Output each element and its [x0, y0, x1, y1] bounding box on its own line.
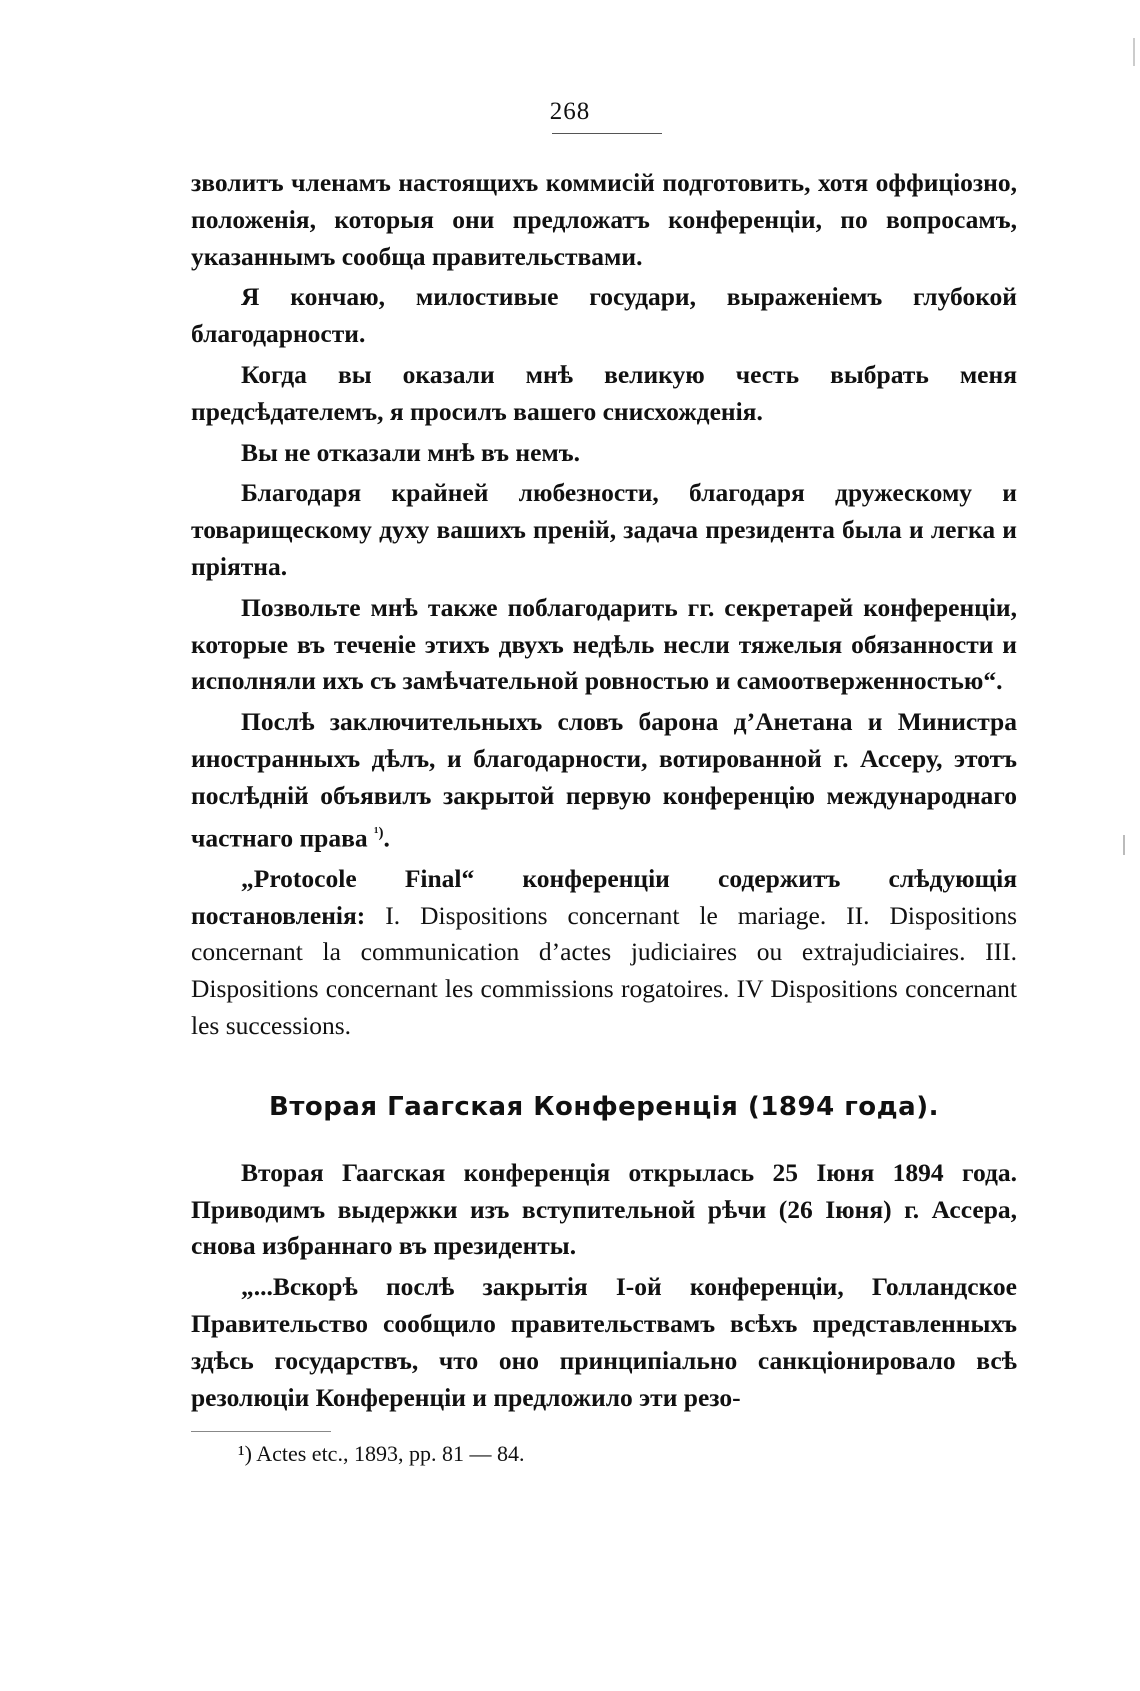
paragraph-indulgence: Вы не отказали мнѣ въ немъ.	[241, 437, 581, 467]
footnote: ¹) Actes etc., 1893, pp. 81 — 84.	[238, 1441, 525, 1466]
paragraph-gratitude: Я кончаю, милостивые государи, выраженіемъ глубокой благодарности.	[191, 282, 1017, 349]
section-heading: Вторая Гаагская Конференція (1894 года).	[269, 1091, 939, 1122]
paragraph-asser-speech: „...Вскорѣ послѣ закрытія І-ой конференціи, Голландское Правительство сообщило правительствамъ всѣхъ представленныхъ здѣсь государствъ, что оно принципіально санкціонировало всѣ резолюціи Конференціи и предложило эти резо-	[191, 1272, 1017, 1412]
page-number: 268	[549, 98, 591, 125]
footnote-separator	[191, 1431, 331, 1432]
paragraph-closing	[191, 704, 1017, 857]
scan-margin-mark-top	[1133, 38, 1135, 66]
main-text	[191, 165, 1017, 1416]
footnote-reference: ¹)	[374, 824, 384, 841]
paragraph-election: Когда вы оказали мнѣ великую честь выбрать меня предсѣдателемъ, я просилъ вашего снисхожденія.	[191, 359, 1017, 426]
page-number-underline	[552, 133, 662, 134]
protocole-dispositions: I. Dispositions concernant le mariage. II. Dispositions concernant la communication d’actes judiciaires ou extrajudiciaires. III. Dispositions concernant les commissions rogatoires. IV Dispositions concernant les successions.	[191, 900, 1017, 1041]
paragraph-continuation: зволитъ членамъ настоящихъ коммисій подготовить, хотя оффиціозно, положенія, которыя они предложатъ конференціи, по вопросамъ, указаннымъ сообща правительствами.	[191, 168, 1017, 271]
paragraph-second-conference: Вторая Гаагская конференція открылась 25 Іюня 1894 года. Приводимъ выдержки изъ вступительной рѣчи (26 Іюня) г. Ассера, снова избраннаго въ президенты.	[191, 1157, 1017, 1261]
paragraph-courtesy: Благодаря крайней любезности, благодаря дружескому и товарищескому духу вашихъ преній, задача президента была и легка и пріятна.	[191, 478, 1017, 581]
scan-margin-mark	[1123, 835, 1125, 855]
paragraph-protocole	[191, 861, 1017, 1045]
closing-text: Послѣ заключительныхъ словъ барона д’Анетана и Министра иностранныхъ дѣлъ, и благодарности, вотированной г. Ассеру, этотъ послѣдній объявилъ закрытой первую конференцію международнаго частнаго права	[191, 707, 1017, 853]
paragraph-secretaries: Позвольте мнѣ также поблагодарить гг. секретарей конференціи, которые въ теченіе этихъ двухъ недѣль несли тяжелыя обязанности и исполняли ихъ съ замѣчательной ровностью и самоотверженностью“.	[191, 592, 1017, 696]
closing-period: .	[383, 823, 390, 853]
protocole-lead: „Protocole Final“ конференціи содержитъ слѣдующія постановленія:	[191, 863, 1017, 930]
